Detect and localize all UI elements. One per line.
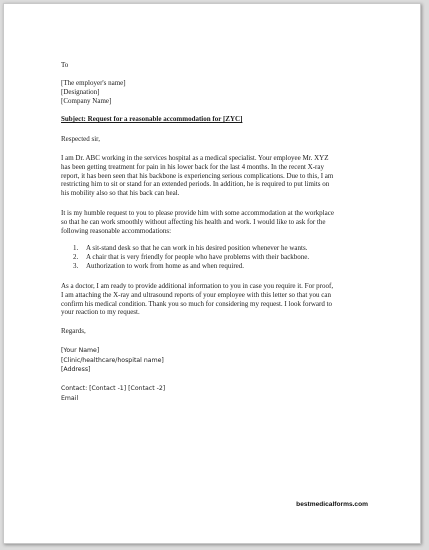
- paragraph-1-line: report, it has been seen that his backbone is experiencing serious complications. Due to this, I am: [61, 171, 334, 180]
- signature-block: [61, 346, 164, 375]
- salutation: Respected sir,: [61, 135, 100, 143]
- sender-name: [Your Name]: [61, 347, 100, 354]
- recipient-name: [The employer's name]: [61, 79, 126, 87]
- list-item-text: Authorization to work from home as and when required.: [86, 261, 245, 270]
- list-item-text: A sit-stand desk so that he can work in his desired position whenever he wants.: [86, 244, 308, 252]
- list-item-text: A chair that is very friendly for people who have problems with their backbone.: [86, 252, 310, 261]
- recipient-company: [Company Name]: [61, 96, 112, 105]
- paragraph-1: [61, 154, 333, 198]
- contact-block: [61, 384, 165, 403]
- paragraph-2-line: It is my humble request to you to please provide him with some accommodation at the workplace: [61, 209, 334, 217]
- letter-page: [3, 3, 421, 544]
- paragraph-3-line: confirm his medical condition. Thank you so much for considering my request. I look forward to: [61, 299, 333, 308]
- contact-line: Contact: [Contact -1] [Contact -2]: [61, 385, 166, 392]
- list-number: 3.: [73, 261, 79, 270]
- paragraph-2-line: so that he can work smoothly without affecting his health and work. I would like to ask for the: [61, 217, 326, 226]
- list-number: 2.: [73, 252, 79, 261]
- paragraph-2-line: following reasonable accommodations:: [61, 226, 172, 235]
- email-line: Email: [61, 394, 79, 402]
- paragraph-3-line: I am attaching the X-ray and ultrasound reports of your employee with this letter so that you can: [61, 290, 332, 299]
- sender-address: [Address]: [61, 366, 91, 373]
- subject-line: Subject: Request for a reasonable accommodation for [ZYC]: [61, 115, 243, 123]
- website-footer: bestmedicalforms.com: [296, 501, 368, 508]
- paragraph-3-line: your reaction to my request.: [61, 308, 140, 317]
- list-number: 1.: [73, 244, 79, 252]
- paragraph-2: [61, 209, 334, 235]
- paragraph-1-line: restricting him to sit or stand for an extended periods. In addition, he is required to put limits on: [61, 180, 330, 189]
- paragraph-1-line: I am Dr. ABC working in the services hospital as a medical specialist. Your employee Mr. XYZ: [61, 154, 329, 162]
- closing: Regards,: [61, 327, 86, 335]
- paragraph-1-line: his mobility also so that his back can heal.: [61, 189, 180, 198]
- recipient-designation: [Designation]: [61, 87, 100, 96]
- paragraph-1-line: has been getting treatment for pain in his lower back for the last 4 months. In the recent X-ray: [61, 162, 324, 171]
- list-item: [73, 253, 309, 262]
- list-item: [73, 244, 309, 253]
- to-label: To: [61, 61, 69, 69]
- paragraph-3-line: As a doctor, I am ready to provide additional information to you in case you require it. For proof,: [61, 282, 334, 290]
- list-item: [73, 262, 309, 271]
- accommodation-list: [73, 244, 309, 270]
- sender-organization: [Clinic/healthcare/hospital name]: [61, 356, 164, 364]
- recipient-block: [61, 79, 126, 105]
- paragraph-3: [61, 282, 333, 317]
